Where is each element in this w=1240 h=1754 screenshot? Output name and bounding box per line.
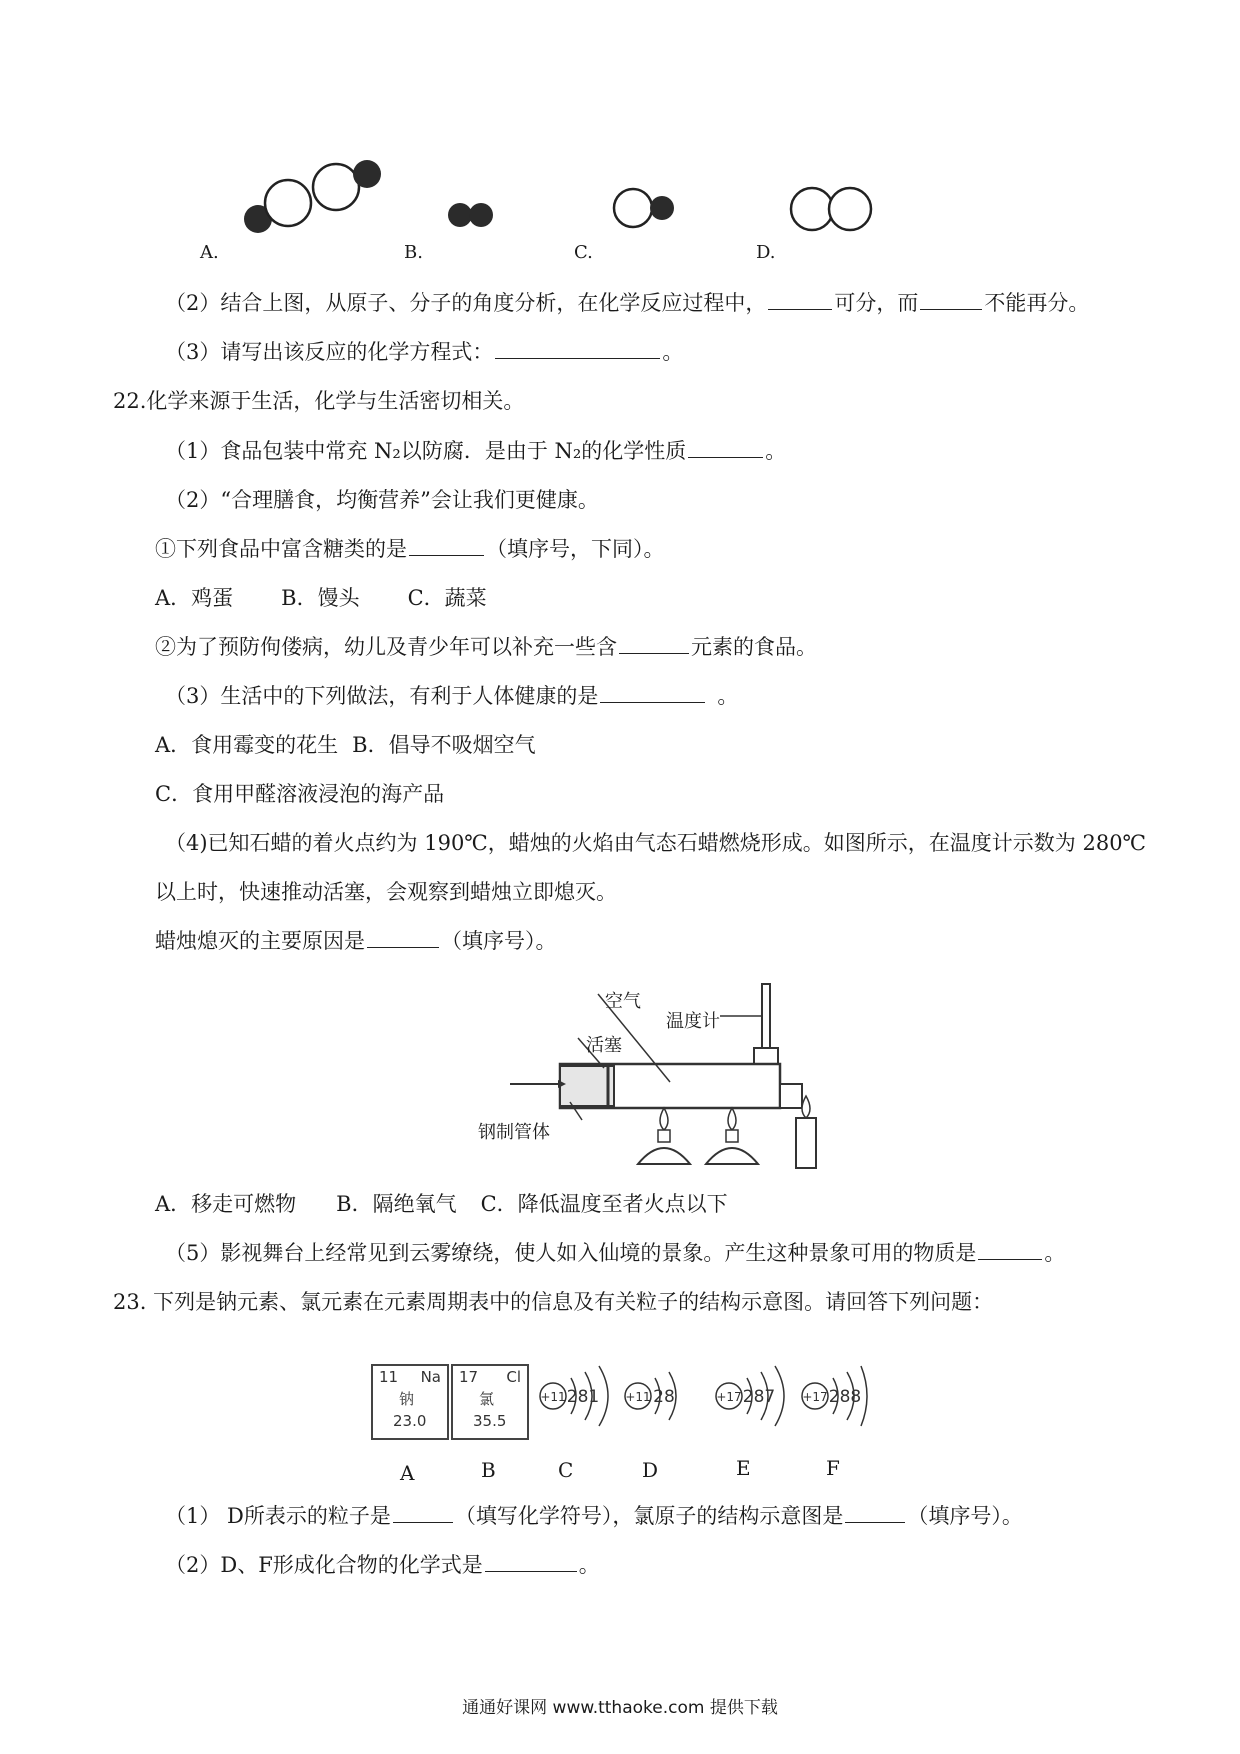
- particle-e: [716, 1366, 784, 1426]
- svg-text:28: 28: [653, 1387, 675, 1407]
- blank[interactable]: [768, 289, 832, 310]
- svg-text:+17: +17: [802, 1390, 828, 1404]
- choice-label-b: B.: [404, 242, 423, 263]
- q22-part4-line1: （4)已知石蜡的着火点约为 190℃，蜡烛的火焰由气态石蜡燃烧形成。如图所示，在温度计示数为 280℃: [165, 831, 1147, 855]
- blank[interactable]: [978, 1239, 1042, 1260]
- fig-letter-c: C: [558, 1458, 574, 1482]
- svg-text:287: 287: [742, 1387, 776, 1407]
- blank[interactable]: [485, 1551, 577, 1572]
- particle-f: [802, 1366, 867, 1426]
- q22-part2-1: ①下列食品中富含糖类的是 （填序号，下同）。: [155, 537, 665, 561]
- fig-letter-f: F: [826, 1456, 840, 1480]
- q22-part3-options: A．食用霉变的花生 B．倡导不吸烟空气: [155, 733, 536, 757]
- blank[interactable]: [619, 633, 689, 654]
- particle-structure-diagrams: [525, 1350, 875, 1450]
- q22-title: 22.化学来源于生活，化学与生活密切相关。: [113, 389, 525, 413]
- svg-text:+17: +17: [716, 1390, 742, 1404]
- q22-part5: （5）影视舞台上经常见到云雾缭绕，使人如入仙境的景象。产生这种景象可用的物质是 。: [165, 1241, 1066, 1265]
- blank[interactable]: [845, 1502, 905, 1523]
- particle-c: [540, 1366, 608, 1426]
- q22-part4-options: A．移走可燃物 B．隔绝氧气 C．降低温度至者火点以下: [155, 1192, 728, 1216]
- choice-label-a: A.: [200, 242, 219, 263]
- alcohol-lamp-2: [706, 1108, 758, 1164]
- q22-part1: （1）食品包装中常充 N₂以防腐．是由于 N₂的化学性质 。: [165, 439, 787, 463]
- molecule-d: [791, 188, 871, 230]
- q22-part2: （2）“合理膳食，均衡营养”会让我们更健康。: [165, 488, 599, 512]
- page-footer: 通通好课网 www.tthaoke.com 提供下载: [462, 1698, 778, 1718]
- q22-part2-options: A．鸡蛋 B．馒头 C．蔬菜: [155, 586, 487, 610]
- blank[interactable]: [600, 682, 705, 703]
- fig-label-tube: 钢制管体: [478, 1122, 550, 1143]
- choice-label-c: C.: [574, 242, 593, 263]
- q23-part1: （1） D所表示的粒子是 （填写化学符号），氯原子的结构示意图是 （填序号）。: [165, 1504, 1023, 1528]
- blank[interactable]: [920, 289, 982, 310]
- q23-title: 23. 下列是钠元素、氯元素在元素周期表中的信息及有关粒子的结构示意图。请回答下列问题：: [113, 1290, 994, 1314]
- q22-part4-line2: 以上时，快速推动活塞，会观察到蜡烛立即熄灭。: [155, 880, 617, 904]
- fig-letter-e: E: [736, 1456, 751, 1480]
- blank[interactable]: [409, 535, 484, 556]
- element-card-cl: 17 Cl 氯 35.5: [451, 1364, 529, 1440]
- fig-label-thermometer: 温度计: [666, 1011, 720, 1032]
- svg-text:+11: +11: [625, 1390, 651, 1404]
- blank[interactable]: [688, 437, 763, 458]
- fig-letter-a: A: [400, 1461, 415, 1485]
- blank[interactable]: [495, 338, 660, 359]
- fig-letter-b: B: [481, 1458, 496, 1482]
- molecule-figures: [190, 160, 910, 260]
- blank[interactable]: [393, 1502, 453, 1523]
- q22-part4-line3: 蜡烛熄灭的主要原因是 （填序号）。: [155, 929, 557, 953]
- q23-part2: （2）D、F形成化合物的化学式是 。: [165, 1553, 600, 1577]
- blank[interactable]: [367, 927, 439, 948]
- q21-part2: （2）结合上图，从原子、分子的角度分析，在化学反应过程中， 可分，而 不能再分。: [165, 291, 1090, 315]
- svg-text:281: 281: [566, 1387, 600, 1407]
- svg-text:+11: +11: [540, 1390, 566, 1404]
- q22-part3: （3）生活中的下列做法，有利于人体健康的是 。: [165, 684, 739, 708]
- molecule-b: [448, 203, 493, 227]
- element-card-na: 11 Na 钠 23.0: [371, 1364, 449, 1440]
- alcohol-lamp-1: [638, 1108, 690, 1164]
- fig-label-piston: 活塞: [586, 1035, 622, 1056]
- molecule-a: [244, 160, 381, 233]
- particle-d: [625, 1372, 676, 1420]
- q22-part3-option-c: C．食用甲醛溶液浸泡的海产品: [155, 782, 445, 806]
- fig-letter-d: D: [642, 1458, 659, 1482]
- choice-label-d: D.: [756, 242, 776, 263]
- q22-part2-2: ②为了预防佝偻病，幼儿及青少年可以补充一些含 元素的食品。: [155, 635, 817, 659]
- fig-label-air: 空气: [605, 991, 641, 1012]
- molecule-c: [614, 189, 674, 227]
- q21-part3: （3）请写出该反应的化学方程式： 。: [165, 340, 684, 364]
- svg-text:288: 288: [828, 1387, 862, 1407]
